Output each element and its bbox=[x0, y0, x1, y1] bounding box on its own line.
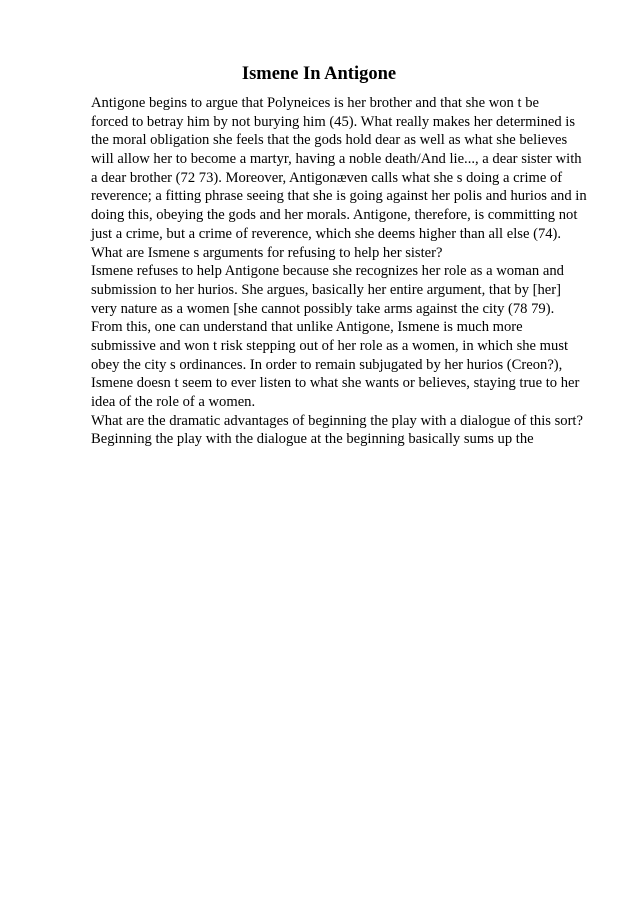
question-line: What are the dramatic advantages of beginning the play with a dialogue of this sort? bbox=[91, 412, 583, 429]
body-line: Ismene refuses to help Antigone because she recognizes her role as a woman and bbox=[91, 263, 564, 280]
body-line: forced to betray him by not burying him (45). What really makes her determined is bbox=[91, 113, 576, 130]
body-line: the moral obligation she feels that the gods hold dear as well as what she believes bbox=[91, 132, 568, 149]
document-body bbox=[91, 94, 601, 449]
body-line: idea of the role of a women. bbox=[91, 394, 256, 410]
body-line: reverence; a fitting phrase seeing that she is going against her polis and hurios and in bbox=[91, 188, 587, 205]
body-line: From this, one can understand that unlike Antigone, Ismene is much more bbox=[91, 319, 523, 336]
body-line: will allow her to become a martyr, having a noble death/And lie..., a dear sister with bbox=[91, 151, 582, 168]
body-line: obey the city s ordinances. In order to remain subjugated by her hurios (Creon?), bbox=[91, 356, 563, 373]
question-line: What are Ismene s arguments for refusing to help her sister? bbox=[91, 244, 443, 261]
body-line: a dear brother (72 73). Moreover, Antigonæven calls what she s doing a crime of bbox=[91, 169, 563, 186]
body-line: just a crime, but a crime of reverence, which she deems higher than all else (74). bbox=[91, 225, 562, 242]
body-line: Beginning the play with the dialogue at the beginning basically sums up the bbox=[91, 431, 534, 448]
body-line: submission to her hurios. She argues, basically her entire argument, that by [her] bbox=[91, 281, 561, 298]
body-line: submissive and won t risk stepping out of her role as a women, in which she must bbox=[91, 337, 569, 354]
body-line: very nature as a women [she cannot possibly take arms against the city (78 79). bbox=[91, 300, 555, 317]
body-line: Antigone begins to argue that Polyneices is her brother and that she won t be bbox=[91, 95, 539, 111]
page-title: Ismene In Antigone bbox=[241, 64, 397, 84]
body-line: doing this, obeying the gods and her morals. Antigone, therefore, is committing not bbox=[91, 207, 578, 224]
body-line: Ismene doesn t seem to ever listen to what she wants or believes, staying true to her bbox=[91, 375, 580, 392]
